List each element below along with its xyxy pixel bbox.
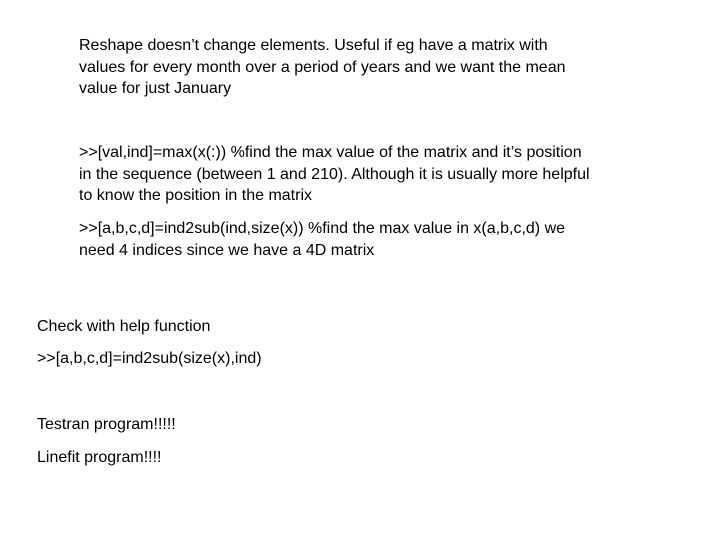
ind2sub-correct-command-text: >>[a,b,c,d]=ind2sub(size(x),ind) [37,350,262,367]
max-command-text: >>[val,ind]=max(x(:)) %find the max value of the matrix and it’s position in the sequence (between 1 and 210). Although it is usually more helpful to know the position in the matrix [79,144,590,204]
testran-program-text: Testran program!!!!! [37,416,176,433]
reshape-explanation-text: Reshape doesn’t change elements. Useful if eg have a matrix with values for every month over a period of years and we want the mean value for just January [79,37,566,97]
linefit-program-text: Linefit program!!!! [37,449,162,466]
check-help-text: Check with help function [37,318,211,335]
ind2sub-command-text: >>[a,b,c,d]=ind2sub(ind,size(x)) %find the max value in x(a,b,c,d) we need 4 indices since we have a 4D matrix [79,220,566,259]
